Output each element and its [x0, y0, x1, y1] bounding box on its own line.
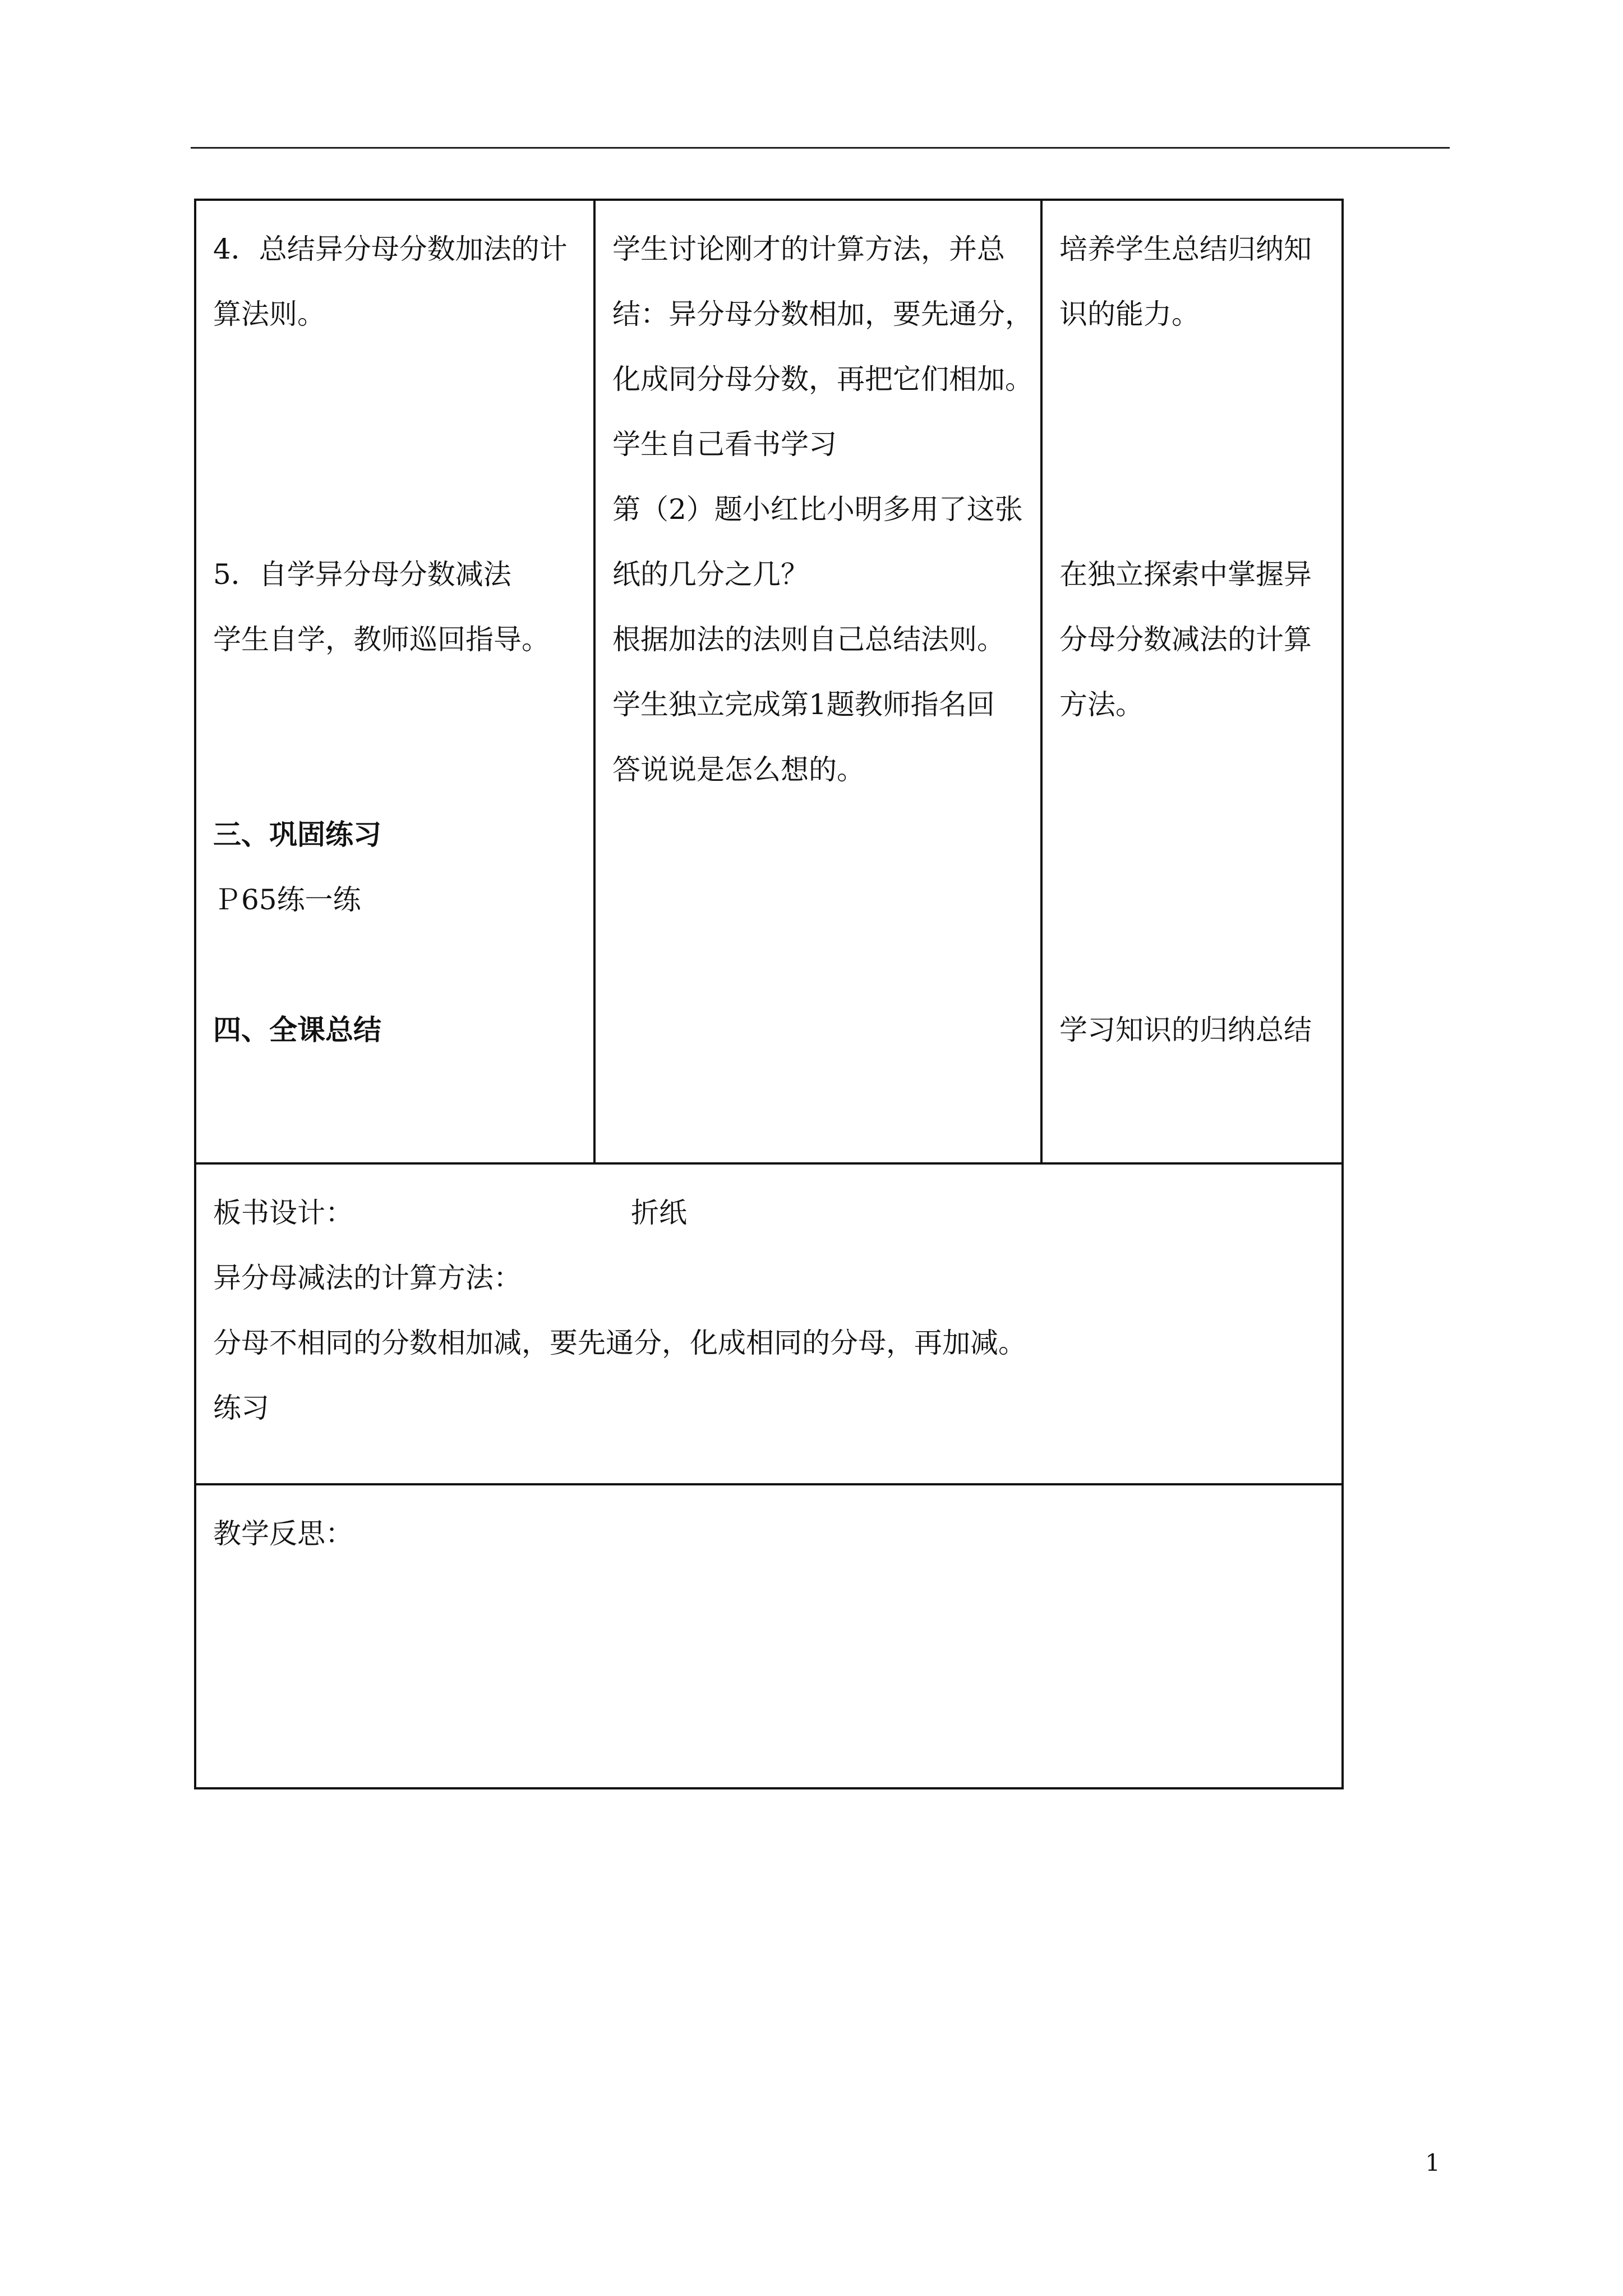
board-method-heading: 异分母减法的计算方法： — [213, 1262, 522, 1294]
intent-line-2: 识的能力。 — [1059, 298, 1200, 330]
board-method-rule: 分母不相同的分数相加减，要先通分，化成相同的分母，再加减。 — [213, 1327, 1026, 1359]
activity-line-2: 结：异分母分数相加，要先通分， — [612, 298, 1033, 330]
section-practice-heading: 三、巩固练习 — [213, 818, 381, 851]
step-4-line-1: 4．总结异分母分数加法的计 — [213, 233, 568, 265]
step-4-line-2: 算法则。 — [213, 298, 325, 330]
lesson-steps-row — [195, 200, 1343, 1163]
reflection-row — [195, 1484, 1343, 1788]
teaching-process-cell — [195, 200, 594, 1163]
board-design-label: 板书设计： — [213, 1197, 353, 1229]
board-design-row — [195, 1163, 1343, 1484]
activity-line-5: 第（2）题小红比小明多用了这张 — [612, 493, 1023, 526]
header-rule — [191, 147, 1450, 149]
intent-line-3: 在独立探索中掌握异 — [1059, 558, 1312, 591]
intent-line-5: 方法。 — [1059, 688, 1144, 721]
intent-line-4: 分母分数减法的计算 — [1059, 623, 1312, 656]
lesson-plan-table — [194, 199, 1344, 1789]
board-design-title: 折纸 — [631, 1197, 687, 1229]
activity-line-9: 答说说是怎么想的。 — [612, 753, 865, 786]
activity-line-4: 学生自己看书学习 — [612, 428, 837, 461]
intent-line-1: 培养学生总结归纳知 — [1059, 233, 1312, 265]
page-number: 1 — [1425, 2149, 1440, 2177]
step-5-title: 5．自学异分母分数减法 — [213, 558, 511, 591]
step-5-detail: 学生自学，教师巡回指导。 — [213, 623, 550, 656]
activity-line-7: 根据加法的法则自己总结法则。 — [612, 623, 1005, 656]
reflection-cell — [195, 1484, 1343, 1788]
activity-line-1: 学生讨论刚才的计算方法，并总 — [612, 233, 1005, 265]
board-practice: 练习 — [213, 1392, 269, 1424]
reflection-label: 教学反思： — [213, 1517, 353, 1550]
activity-line-6: 纸的几分之几？ — [612, 558, 809, 591]
student-activity-cell — [594, 200, 1041, 1163]
practice-item: Ｐ65练一练 — [213, 884, 361, 916]
activity-line-3: 化成同分母分数，再把它们相加。 — [612, 363, 1033, 395]
section-summary-heading: 四、全课总结 — [213, 1013, 381, 1046]
intent-line-6: 学习知识的归纳总结 — [1059, 1014, 1312, 1046]
design-intent-cell — [1041, 200, 1343, 1163]
board-design-cell — [195, 1163, 1343, 1484]
activity-line-8: 学生独立完成第1题教师指名回 — [612, 688, 995, 721]
